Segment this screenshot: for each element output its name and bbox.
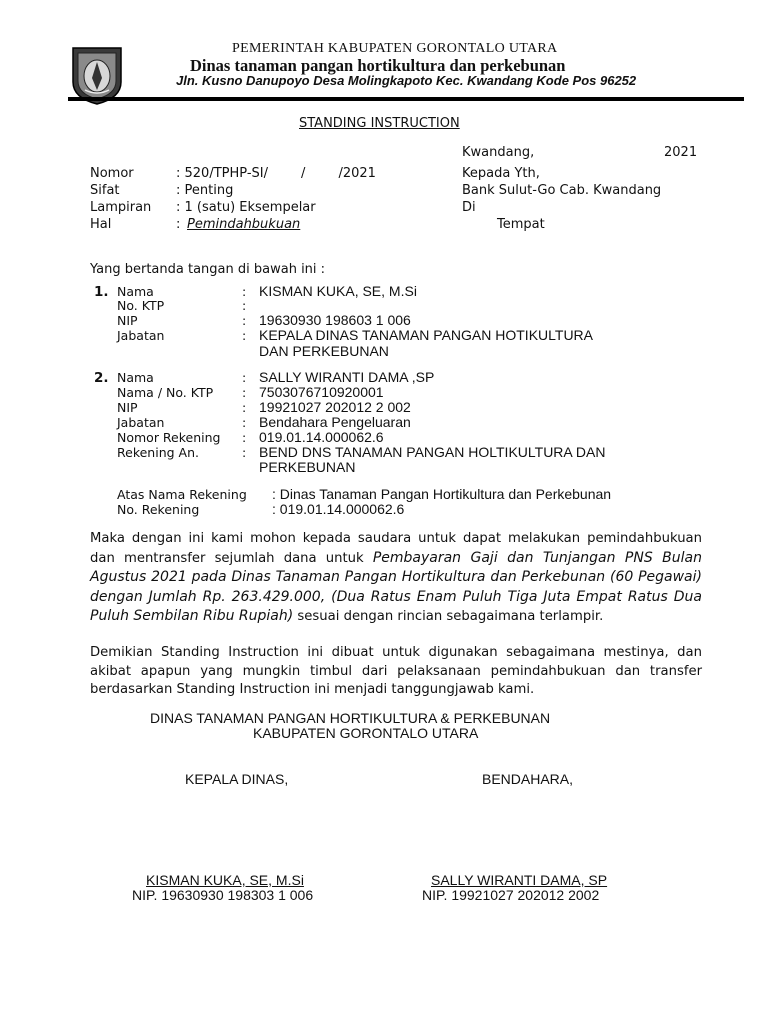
field-colon: : [242,400,247,415]
meta-colon-hal: : [176,217,185,232]
account-label: Atas Nama Rekening [117,487,247,502]
account-value: : Dinas Tanaman Pangan Hortikultura dan Perkebunan [272,486,612,502]
right-signer-nip: NIP. 19921027 202012 2002 [422,887,600,903]
body-tail: sesuai dengan rincian sebagaimana terlampir. [293,609,604,624]
meta-value-sifat: : Penting [176,183,234,198]
field-value: KISMAN KUKA, SE, M.Si [259,283,417,299]
intro-text: Yang bertanda tangan di bawah ini : [90,262,326,277]
field-label: NIP [117,400,138,415]
meta-value-lampiran: : 1 (satu) Eksempelar [176,200,316,215]
field-colon: : [242,284,247,299]
left-signer-nip: NIP. 19630930 198303 1 006 [132,887,314,903]
field-colon: : [242,298,247,313]
field-label: Rekening An. [117,445,199,460]
field-colon: : [242,370,247,385]
field-label: Nama / No. KTP [117,385,214,400]
recipient-line: Bank Sulut-Go Cab. Kwandang [462,183,662,198]
field-colon: : [242,328,247,343]
right-signer-name: SALLY WIRANTI DAMA, SP [431,872,608,888]
field-value-continued: DAN PERKEBUNAN [259,343,389,359]
field-colon: : [242,430,247,445]
meta-label-sifat: Sifat [90,183,120,198]
letterhead-address: Jln. Kusno Danupoyo Desa Molingkapoto Kec. Kwandang Kode Pos 96252 [176,73,637,88]
field-label: Nomor Rekening [117,430,221,445]
field-colon: : [242,385,247,400]
recipient-line: Kepada Yth, [462,166,540,181]
signer-number: 2. [94,370,109,386]
signer-number: 1. [94,284,109,300]
field-colon: : [242,415,247,430]
field-value: 019.01.14.000062.6 [259,429,384,445]
meta-label-hal: Hal [90,217,112,232]
field-value: BEND DNS TANAMAN PANGAN HOLTIKULTURA DAN [259,444,606,460]
body-paragraph-request [90,530,702,627]
place-label: Kwandang, [462,145,535,160]
account-label: No. Rekening [117,502,200,517]
meta-label-nomor: Nomor [90,166,134,181]
document-title: STANDING INSTRUCTION [299,116,460,131]
left-signer-role: KEPALA DINAS, [185,771,289,787]
field-label: Jabatan [117,328,165,343]
recipient-line: Di [462,200,476,215]
field-value-continued: PERKEBUNAN [259,459,356,475]
field-label: No. KTP [117,298,165,313]
field-value: Bendahara Pengeluaran [259,414,411,430]
body-paragraph-closing: Demikian Standing Instruction ini dibuat untuk digunakan sebagaimana mestinya, dan akibat apapun yang mungkin timbul dari pelaksanaan pemindahbukuan dan transfer berdasarkan Standing Instruction ini menjadi tanggungjawab kami. [90,645,702,697]
right-signer-role: BENDAHARA, [482,771,574,787]
body-payment-detail: Pembayaran Gaji dan Tunjangan PNS Bulan Agustus 2021 pada Dinas Tanaman Pangan Hortikultura dan Perkebunan (60 Pegawai) dengan Jumlah Rp. 263.429.000, (Dua Ratus Enam Puluh Tiga Juta Empat Ratus Dua Puluh Sembilan Ribu Rupiah) [90,549,702,624]
field-value: KEPALA DINAS TANAMAN PANGAN HOTIKULTURA [259,327,593,343]
field-colon: : [242,445,247,460]
field-label: Jabatan [117,415,165,430]
letterhead-government: PEMERINTAH KABUPATEN GORONTALO UTARA [232,41,558,56]
closing-region: KABUPATEN GORONTALO UTARA [253,725,479,741]
field-value: 7503076710920001 [259,384,384,400]
account-value: : 019.01.14.000062.6 [272,501,405,517]
meta-value-nomor: : 520/TPHP-SI/ / /2021 [176,166,376,181]
letterhead-rule [68,97,744,101]
meta-label-lampiran: Lampiran [90,200,152,215]
body-lead: Maka dengan ini kami mohon kepada saudara untuk dapat melakukan pemindahbukuan dan mentransfer sejumlah dana untuk [90,531,702,566]
field-value: 19630930 198603 1 006 [259,312,411,328]
date-year: 2021 [664,145,698,160]
field-label: NIP [117,313,138,328]
closing-org: DINAS TANAMAN PANGAN HORTIKULTURA & PERKEBUNAN [150,710,551,726]
letterhead-agency: Dinas tanaman pangan hortikultura dan perkebunan [190,56,566,75]
field-label: Nama [117,370,154,385]
field-value: SALLY WIRANTI DAMA ,SP [259,369,435,385]
recipient-line: Tempat [497,217,545,232]
meta-value-hal: Pemindahbukuan [187,217,301,232]
field-colon: : [242,313,247,328]
field-label: Nama [117,284,154,299]
left-signer-name: KISMAN KUKA, SE, M.Si [146,872,304,888]
field-value: 19921027 202012 2 002 [259,399,411,415]
